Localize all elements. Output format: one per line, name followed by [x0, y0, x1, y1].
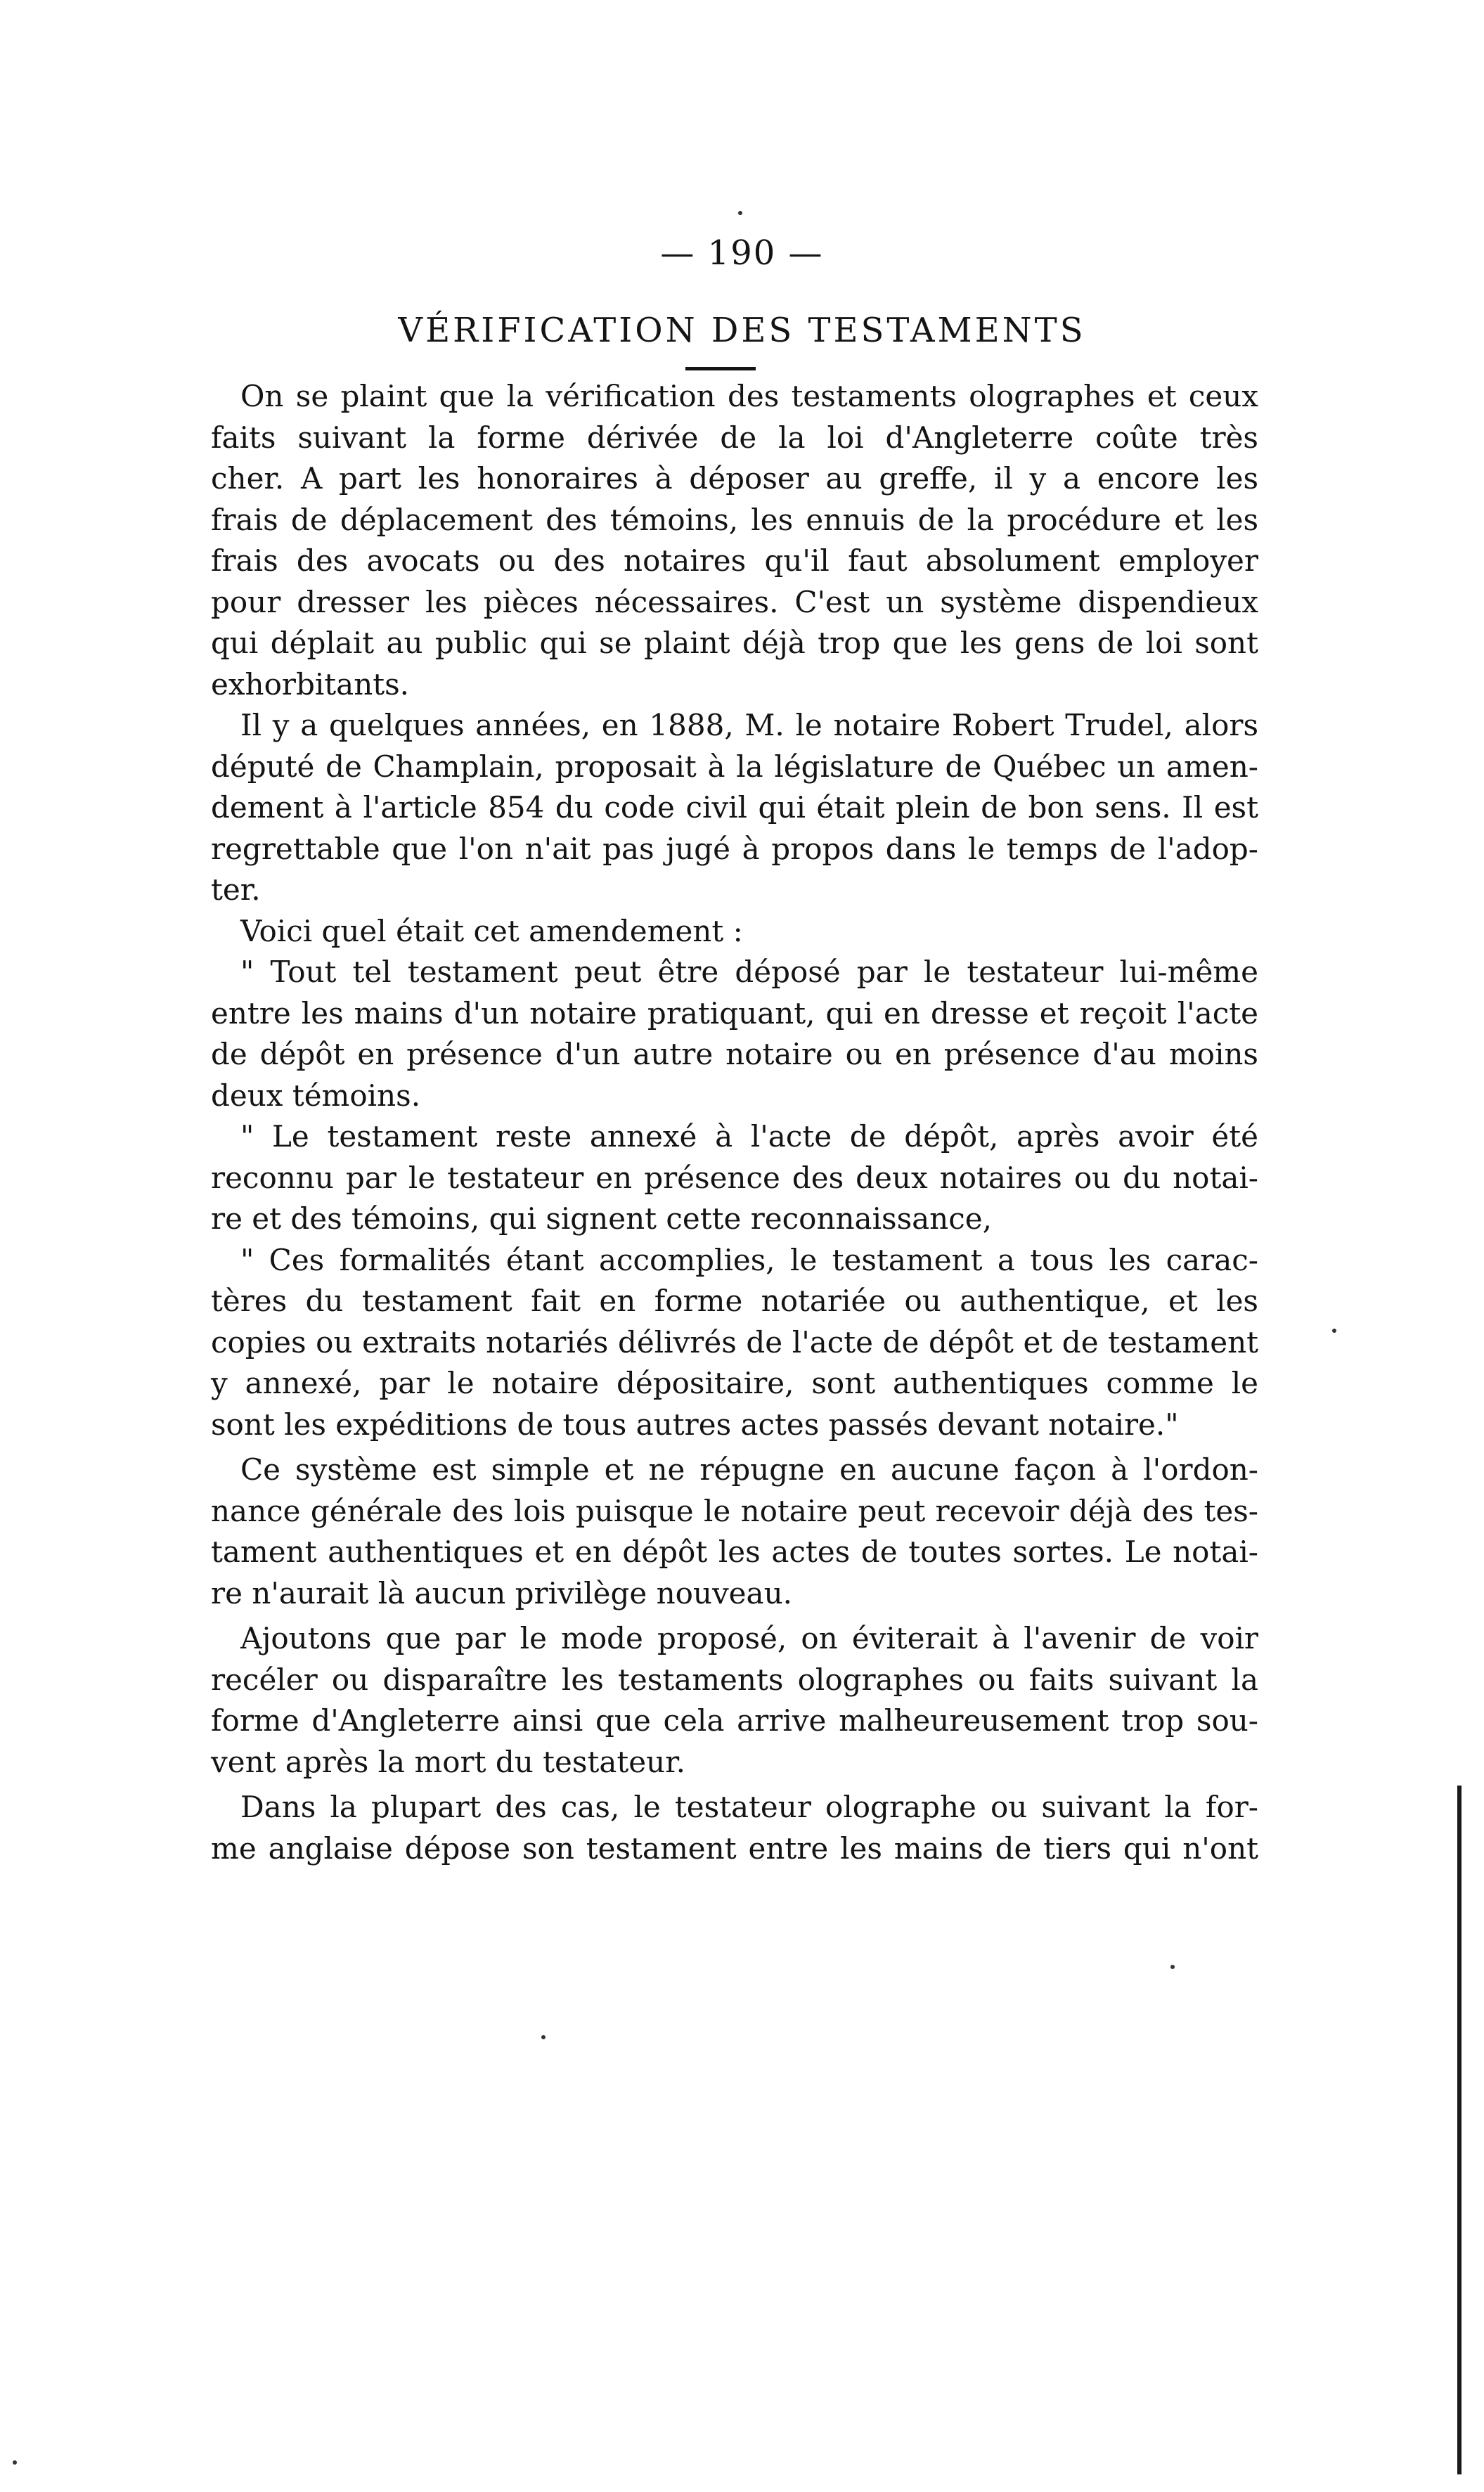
text-line: re et des témoins, qui signent cette reconnaissance,: [211, 1201, 992, 1236]
text-line: sont les expéditions de tous autres actes passés devant notaire.": [211, 1407, 1179, 1442]
text-line: reconnu par le testateur en présence des deux notaires ou du notai-: [211, 1160, 1258, 1195]
body-text: [211, 376, 1258, 1869]
chapter-title: VÉRIFICATION DES TESTAMENTS: [398, 311, 1086, 350]
text-line: faits suivant la forme dérivée de la loi d'Angleterre coûte très: [211, 420, 1258, 455]
text-line: me anglaise dépose son testament entre les mains de tiers qui n'ont: [211, 1831, 1258, 1866]
text-line: frais de déplacement des témoins, les ennuis de la procédure et les: [211, 502, 1258, 537]
text-line: copies ou extraits notariés délivrés de l'acte de dépôt et de testament: [211, 1324, 1258, 1360]
text-line: y annexé, par le notaire dépositaire, sont authentiques comme le: [211, 1366, 1258, 1400]
text-line: Il y a quelques années, en 1888, M. le notaire Robert Trudel, alors: [240, 708, 1258, 742]
text-line: entre les mains d'un notaire pratiquant, qui en dresse et reçoit l'acte: [211, 995, 1258, 1031]
text-line: exhorbitants.: [211, 666, 410, 702]
text-line: nance générale des lois puisque le notaire peut recevoir déjà des tes-: [211, 1493, 1258, 1528]
ink-speck: [738, 211, 742, 215]
text-line: frais des avocats ou des notaires qu'il faut absolument employer: [211, 543, 1258, 578]
text-line: tament authentiques et en dépôt les actes de toutes sortes. Le notai-: [211, 1535, 1258, 1569]
text-line: cher. A part les honoraires à déposer au greffe, il y a encore les: [211, 461, 1258, 496]
text-line: On se plaint que la vérification des testaments olographes et ceux: [240, 379, 1258, 413]
text-line: député de Champlain, proposait à la législature de Québec un amen-: [211, 749, 1258, 784]
text-line: deux témoins.: [211, 1078, 421, 1113]
page-number: — 190 —: [660, 233, 824, 273]
text-line: " Tout tel testament peut être déposé par le testateur lui-même: [240, 955, 1258, 989]
text-line: " Ces formalités étant accomplies, le testament a tous les carac-: [240, 1242, 1258, 1277]
text-line: " Le testament reste annexé à l'acte de dépôt, après avoir été: [240, 1119, 1258, 1154]
text-line: qui déplait au public qui se plaint déjà trop que les gens de loi sont: [211, 626, 1258, 660]
text-line: ter.: [211, 872, 261, 907]
ink-speck: [1332, 1329, 1336, 1333]
text-line: vent après la mort du testateur.: [211, 1744, 685, 1779]
text-line: Ce système est simple et ne répugne en aucune façon à l'ordon-: [240, 1452, 1258, 1487]
page-edge-shadow: [1457, 1786, 1462, 2474]
ink-speck: [13, 2460, 17, 2465]
ink-speck: [1170, 1965, 1175, 1969]
text-line: Voici quel était cet amendement :: [240, 913, 743, 948]
text-line: pour dresser les pièces nécessaires. C'est un système dispendieux: [211, 584, 1258, 619]
text-line: recéler ou disparaître les testaments olographes ou faits suivant la: [211, 1662, 1258, 1697]
text-line: tères du testament fait en forme notariée ou authentique, et les: [211, 1284, 1258, 1318]
text-line: forme d'Angleterre ainsi que cela arrive malheureusement trop sou-: [211, 1703, 1258, 1738]
title-rule: [685, 367, 756, 370]
text-line: de dépôt en présence d'un autre notaire ou en présence d'au moins: [211, 1037, 1258, 1071]
text-line: dement à l'article 854 du code civil qui était plein de bon sens. Il est: [211, 790, 1258, 825]
text-line: regrettable que l'on n'ait pas jugé à propos dans le temps de l'adop-: [211, 831, 1258, 866]
ink-speck: [541, 2035, 546, 2039]
text-line: Dans la plupart des cas, le testateur olographe ou suivant la for-: [240, 1790, 1258, 1824]
text-line: re n'aurait là aucun privilège nouveau.: [211, 1575, 792, 1610]
text-line: Ajoutons que par le mode proposé, on éviterait à l'avenir de voir: [240, 1621, 1258, 1655]
